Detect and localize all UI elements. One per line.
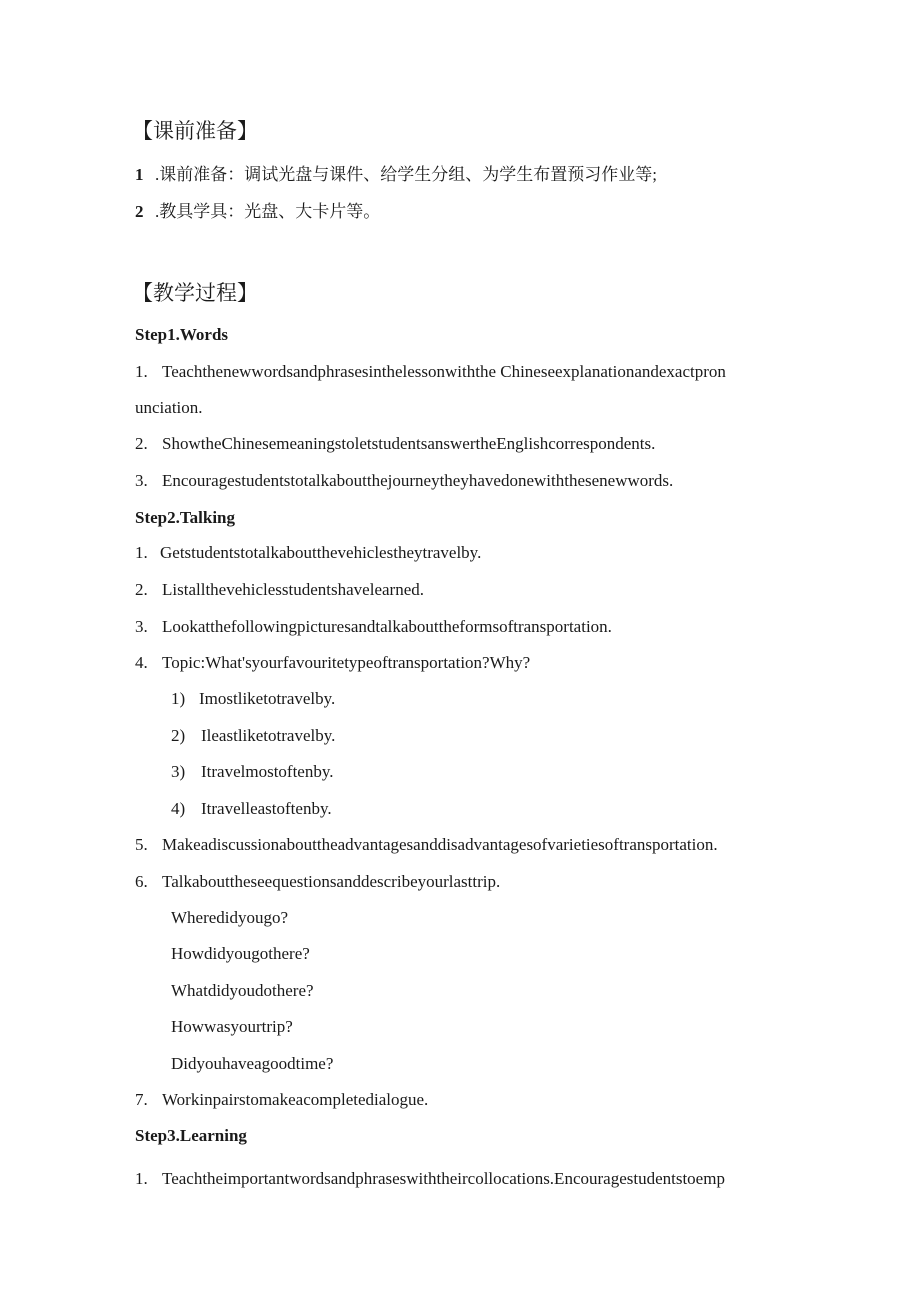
step2-subitem-4 — [171, 798, 332, 820]
list-number: 3) — [171, 762, 186, 781]
question-2: Howdidyougothere? — [171, 944, 310, 963]
step2-item-4 — [135, 652, 530, 674]
list-text: Workinpairstomakeacompletedialogue. — [162, 1090, 429, 1109]
list-number: 3. — [135, 617, 148, 636]
list-text: Getstudentstotalkaboutthevehiclestheytravelby. — [160, 543, 482, 562]
list-number: 2. — [135, 434, 148, 453]
step2-item-2 — [135, 579, 424, 601]
list-text: Topic:What'syourfavouritetypeoftransportation?Why? — [162, 653, 531, 672]
list-text: Makeadiscussionabouttheadvantagesanddisadvantagesofvarietiesoftransportation. — [162, 835, 718, 854]
list-text: .教具学具：光盘、大卡片等。 — [155, 202, 381, 221]
step1-item-1 — [135, 361, 726, 383]
list-number: 1 — [135, 165, 144, 184]
list-number: 2 — [135, 202, 144, 221]
list-text: ShowtheChinesemeaningstoletstudentsanswertheEnglishcorrespondents. — [162, 434, 656, 453]
list-text: Imostliketotravelby. — [199, 689, 336, 708]
prep-item-1 — [135, 164, 657, 186]
prep-item-2 — [135, 201, 380, 223]
question-3: Whatdidyoudothere? — [171, 981, 314, 1000]
step2-item-3 — [135, 616, 612, 638]
question-5: Didyouhaveagoodtime? — [171, 1054, 334, 1073]
list-number: 6. — [135, 872, 148, 891]
step2-item-5 — [135, 834, 718, 856]
list-text: Teachthenewwordsandphrasesinthelessonwiththe Chineseexplanationandexactpron — [162, 362, 726, 381]
list-text: Talkabouttheseequestionsanddescribeyourlasttrip. — [162, 872, 501, 891]
list-number: 4) — [171, 799, 186, 818]
list-number: 2) — [171, 726, 186, 745]
list-text: Teachtheimportantwordsandphraseswiththeircollocations.Encouragestudentstoemp — [162, 1169, 725, 1188]
step2-title: Step2.Talking — [135, 508, 235, 527]
step2-subitem-1 — [171, 688, 335, 710]
question-1: Wheredidyougo? — [171, 908, 289, 927]
list-number: 5. — [135, 835, 148, 854]
step1-title: Step1.Words — [135, 325, 229, 344]
list-number: 7. — [135, 1090, 148, 1109]
process-heading: 【教学过程】 — [132, 281, 258, 305]
step1-item-3 — [135, 470, 673, 492]
step3-item-1 — [135, 1168, 725, 1190]
step2-item-6 — [135, 871, 500, 893]
question-4: Howwasyourtrip? — [171, 1017, 293, 1036]
step2-item-7 — [135, 1089, 428, 1111]
prep-heading: 【课前准备】 — [132, 119, 258, 143]
list-text: Itravelleastoftenby. — [201, 799, 332, 818]
list-number: 1. — [135, 362, 148, 381]
list-number: 1. — [135, 543, 148, 562]
list-number: 1) — [171, 689, 186, 708]
list-text: Ileastliketotravelby. — [201, 726, 336, 745]
list-text: .课前准备：调试光盘与课件、给学生分组、为学生布置预习作业等; — [155, 165, 657, 184]
list-text: Itravelmostoftenby. — [201, 762, 334, 781]
step3-title: Step3.Learning — [135, 1126, 247, 1145]
step1-item-2 — [135, 433, 655, 455]
step1-item-1-continuation: unciation. — [135, 398, 203, 417]
list-text: Encouragestudentstotalkaboutthejourneytheyhavedonewiththesenewwords. — [162, 471, 674, 490]
list-text: Lookatthefollowingpicturesandtalkabouttheformsoftransportation. — [162, 617, 612, 636]
list-number: 3. — [135, 471, 148, 490]
step2-subitem-3 — [171, 761, 334, 783]
step2-subitem-2 — [171, 725, 335, 747]
list-number: 4. — [135, 653, 148, 672]
list-text: Listallthevehiclesstudentshavelearned. — [162, 580, 424, 599]
list-number: 2. — [135, 580, 148, 599]
step2-item-1 — [135, 542, 481, 564]
list-number: 1. — [135, 1169, 148, 1188]
